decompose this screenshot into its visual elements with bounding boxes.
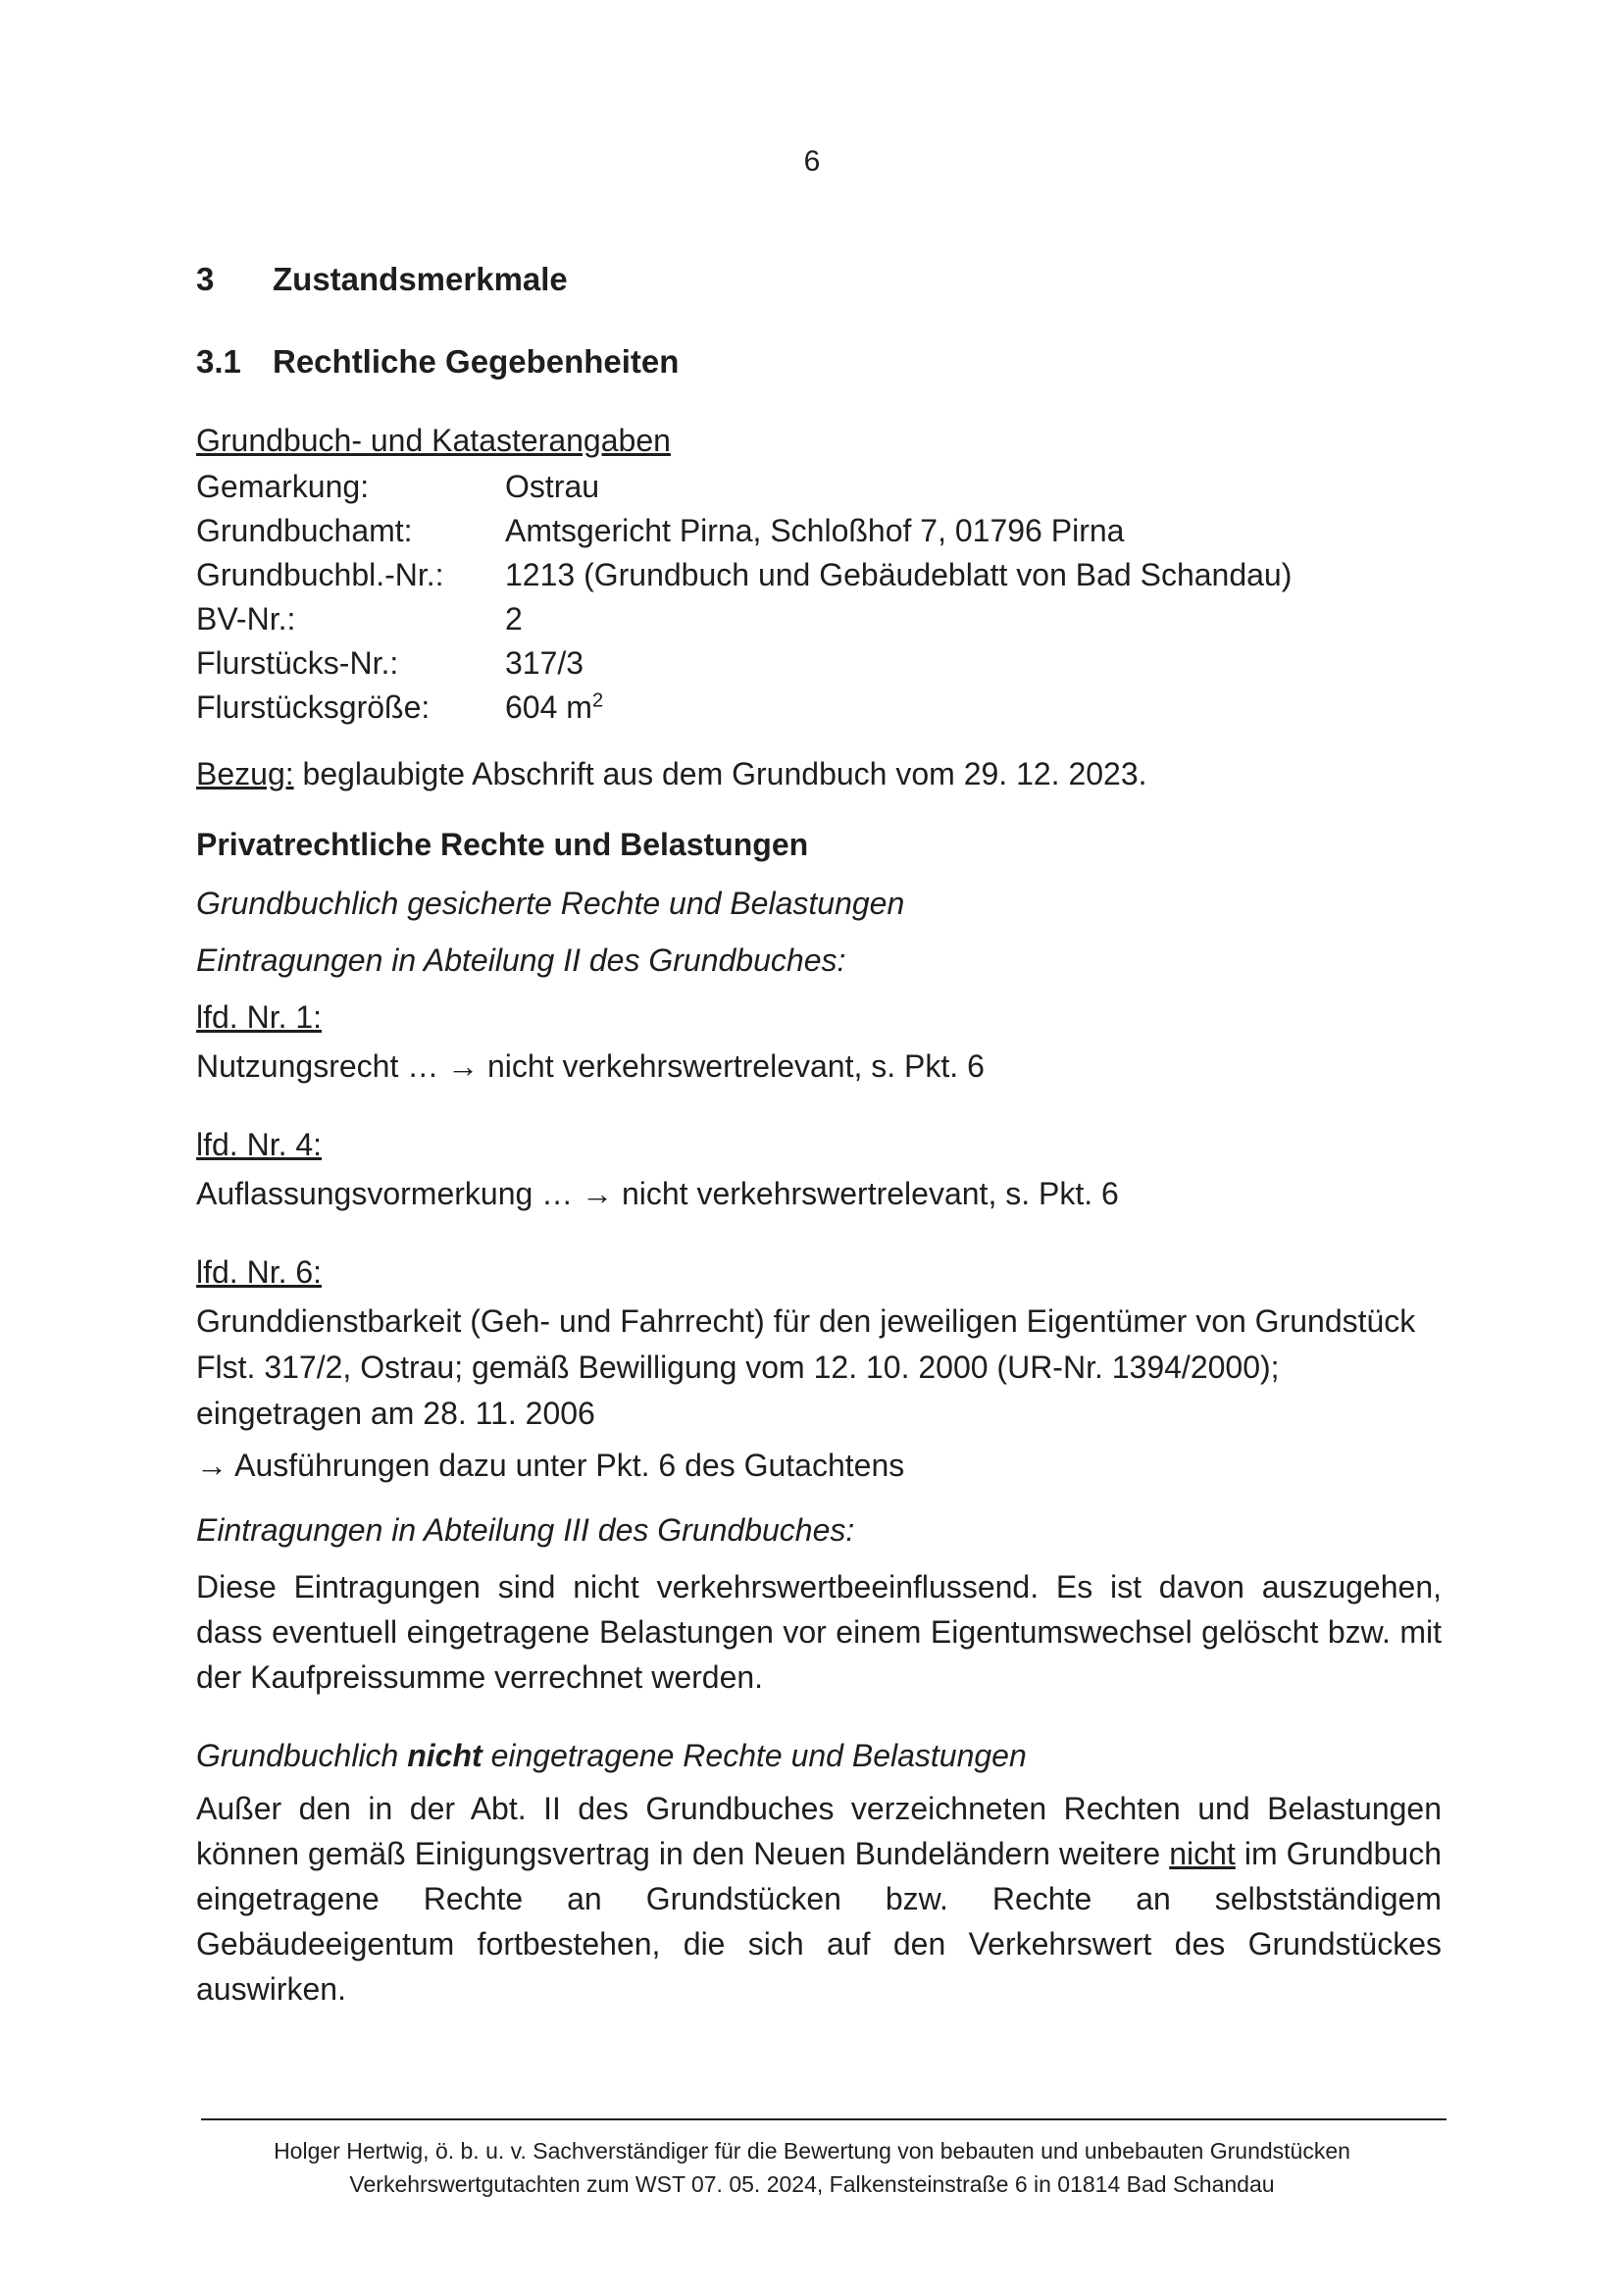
- footer-line-1: Holger Hertwig, ö. b. u. v. Sachverständiger für die Bewertung von bebauten und unbebauten Grundstücken: [274, 2138, 1350, 2164]
- entry-text: Nutzungsrecht … → nicht verkehrswertrelevant, s. Pkt. 6: [196, 1048, 985, 1084]
- value-gemarkung: Ostrau: [505, 469, 600, 504]
- grundbuch-heading: Grundbuch- und Katasterangaben: [196, 423, 671, 458]
- entry-label: lfd. Nr. 1:: [196, 999, 323, 1035]
- label-bv-nr: BV-Nr.:: [196, 601, 296, 637]
- page-number: 6: [803, 145, 821, 178]
- secured-heading: Grundbuchlich gesicherte Rechte und Belastungen: [196, 886, 905, 921]
- area-value: 604 m: [505, 689, 592, 725]
- section-heading: [196, 257, 1442, 302]
- value-grundbuchblatt: 1213 (Grundbuch und Gebäudeblatt von Bad Schandau): [505, 557, 1293, 592]
- entry-label: lfd. Nr. 6:: [196, 1254, 323, 1290]
- footer-divider: [201, 2118, 1446, 2120]
- value-flurstueck-groesse: [505, 686, 1442, 730]
- not-registered-heading: [196, 1733, 1442, 1778]
- label-gemarkung: Gemarkung:: [196, 469, 370, 504]
- label-grundbuchblatt: Grundbuchbl.-Nr.:: [196, 557, 444, 592]
- subsection-heading: [196, 339, 1442, 384]
- section-number: 3: [196, 261, 215, 297]
- not-registered-heading-post: eingetragene Rechte und Belastungen: [482, 1738, 1027, 1773]
- value-grundbuchamt: Amtsgericht Pirna, Schloßhof 7, 01796 Pirna: [505, 513, 1125, 548]
- not-registered-heading-bold: nicht: [407, 1738, 482, 1773]
- entry-text: Grunddienstbarkeit (Geh- und Fahrrecht) für den jeweiligen Eigentümer von Grundstück Flst. 317/2, Ostrau; gemäß Bewilligung vom 12. 10. 2000 (UR-Nr. 1394/2000); eingetragen am 28. 11. 2006: [196, 1303, 1416, 1431]
- document-body: [196, 257, 1442, 2012]
- grundbuch-table: [196, 465, 1442, 730]
- not-registered-text-underlined: nicht: [1169, 1836, 1236, 1871]
- subsection-number: 3.1: [196, 343, 241, 380]
- abt3-text: Diese Eintragungen sind nicht verkehrswertbeeinflussend. Es ist davon auszugehen, dass eventuell eingetragene Belastungen vor einem Eigentumswechsel gelöscht bzw. mit der Kaufpreissumme verrechnet werden.: [196, 1569, 1442, 1695]
- label-flurstueck-nr: Flurstücks-Nr.:: [196, 645, 399, 681]
- not-registered-text: [196, 1786, 1442, 2012]
- bezug-text: beglaubigte Abschrift aus dem Grundbuch vom 29. 12. 2023.: [293, 756, 1147, 791]
- entry-label: lfd. Nr. 4:: [196, 1127, 323, 1162]
- value-flurstueck-nr: 317/3: [505, 645, 584, 681]
- subsection-title: Rechtliche Gegebenheiten: [273, 343, 680, 380]
- label-flurstueck-groesse: Flurstücksgröße:: [196, 689, 431, 725]
- privat-heading: Privatrechtliche Rechte und Belastungen: [196, 827, 809, 862]
- entry-note: → Ausführungen dazu unter Pkt. 6 des Gutachtens: [196, 1448, 905, 1483]
- value-bv-nr: 2: [505, 601, 523, 637]
- abt3-heading: Eintragungen in Abteilung III des Grundbuches:: [196, 1512, 855, 1548]
- footer-line-2: Verkehrswertgutachten zum WST 07. 05. 2024, Falkensteinstraße 6 in 01814 Bad Schandau: [349, 2171, 1275, 2197]
- entry-text: Auflassungsvormerkung … → nicht verkehrswertrelevant, s. Pkt. 6: [196, 1176, 1119, 1211]
- area-superscript: 2: [591, 689, 604, 712]
- not-registered-text-pre: Außer den in der Abt. II des Grundbuches verzeichneten Rechten und Belastungen können gemäß Einigungsvertrag in den Neuen Bundeländern weitere: [196, 1791, 1442, 1871]
- page-footer: [0, 2134, 1624, 2201]
- section-title: Zustandsmerkmale: [273, 261, 568, 297]
- not-registered-text-post: im Grundbuch eingetragene Rechte an Grundstücken bzw. Rechte an selbstständigem Gebäudeeigentum fortbestehen, die sich auf den Verkehrswert des Grundstückes auswirken.: [196, 1836, 1443, 2007]
- label-grundbuchamt: Grundbuchamt:: [196, 513, 413, 548]
- abt2-heading: Eintragungen in Abteilung II des Grundbuches:: [196, 943, 846, 978]
- not-registered-heading-pre: Grundbuchlich: [196, 1738, 408, 1773]
- bezug-line: [196, 751, 1442, 796]
- bezug-label: Bezug:: [196, 756, 294, 791]
